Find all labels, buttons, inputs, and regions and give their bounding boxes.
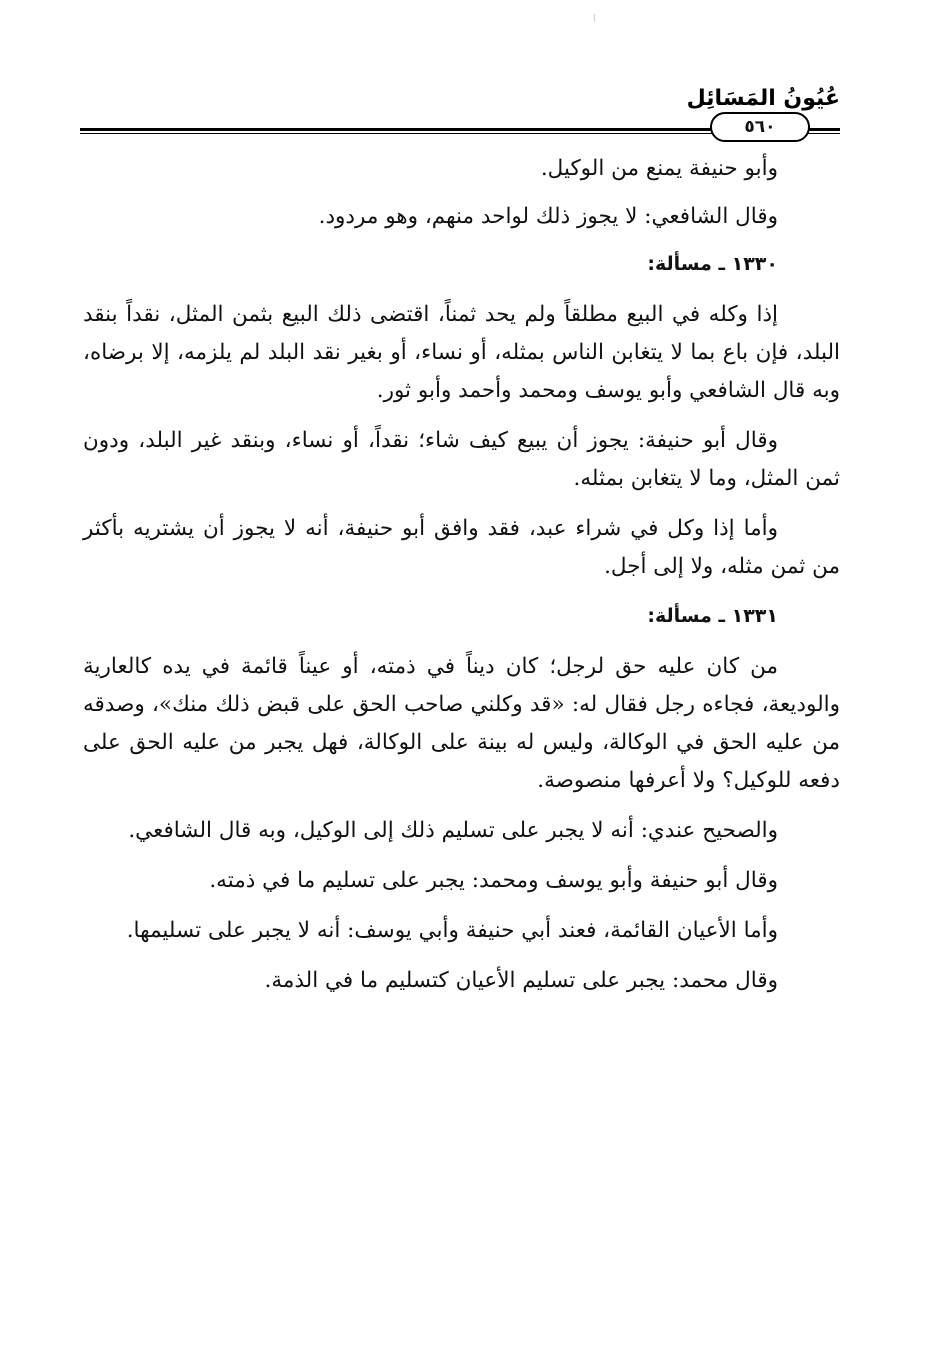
- paragraph: وأبو حنيفة يمنع من الوكيل.: [540, 156, 778, 181]
- paragraph: من كان عليه حق لرجل؛ كان ديناً في ذمته، أو عيناً قائمة في يده كالعارية والوديعة، فجاءه رجل فقال له: «قد وكلني صاحب الحق على قبض ذلك منك»، وصدقه من عليه الحق في الوكالة، وليس له بينة على الوكالة، فهل يجبر من عليه الحق على دفعه للوكيل؟ ولا أعرفها منصوصة.: [83, 654, 840, 793]
- paragraph: إذا وكله في البيع مطلقاً ولم يحد ثمناً، اقتضى ذلك البيع بثمن المثل، نقداً بنقد البلد، فإن باع بما لا يتغابن الناس بمثله، أو نساء، أو بغير نقد البلد لم يلزمه، إلا برضاه، وبه قال الشافعي وأبو يوسف ومحمد وأحمد وأبو ثور.: [83, 302, 840, 403]
- scan-mark: [594, 14, 595, 22]
- issue-heading: ١٣٣٠ ـ مسألة:: [647, 253, 778, 275]
- paragraph: وقال الشافعي: لا يجوز ذلك لواحد منهم، وهو مردود.: [318, 204, 778, 229]
- paragraph: وأما إذا وكل في شراء عبد، فقد وافق أبو حنيفة، أنه لا يجوز أن يشتريه بأكثر من ثمن مثله، ولا إلى أجل.: [83, 516, 840, 579]
- paragraph: وأما الأعيان القائمة، فعند أبي حنيفة وأبي يوسف: أنه لا يجبر على تسليمها.: [126, 918, 778, 943]
- paragraph: وقال أبو حنيفة وأبو يوسف ومحمد: يجبر على تسليم ما في ذمته.: [209, 868, 778, 893]
- book-title: عُيُونُ المَسَائِل: [686, 86, 840, 111]
- issue-heading: ١٣٣١ ـ مسألة:: [647, 605, 778, 627]
- page-number: ٥٦٠: [710, 112, 810, 142]
- paragraph: والصحيح عندي: أنه لا يجبر على تسليم ذلك إلى الوكيل، وبه قال الشافعي.: [128, 818, 778, 843]
- paragraph: وقال أبو حنيفة: يجوز أن يبيع كيف شاء؛ نقداً، أو نساء، وبنقد غير البلد، ودون ثمن المثل، وما لا يتغابن بمثله.: [83, 428, 840, 491]
- page-header: [80, 80, 840, 140]
- page-body: [83, 150, 840, 1012]
- paragraph: وقال محمد: يجبر على تسليم الأعيان كتسليم ما في الذمة.: [264, 968, 778, 993]
